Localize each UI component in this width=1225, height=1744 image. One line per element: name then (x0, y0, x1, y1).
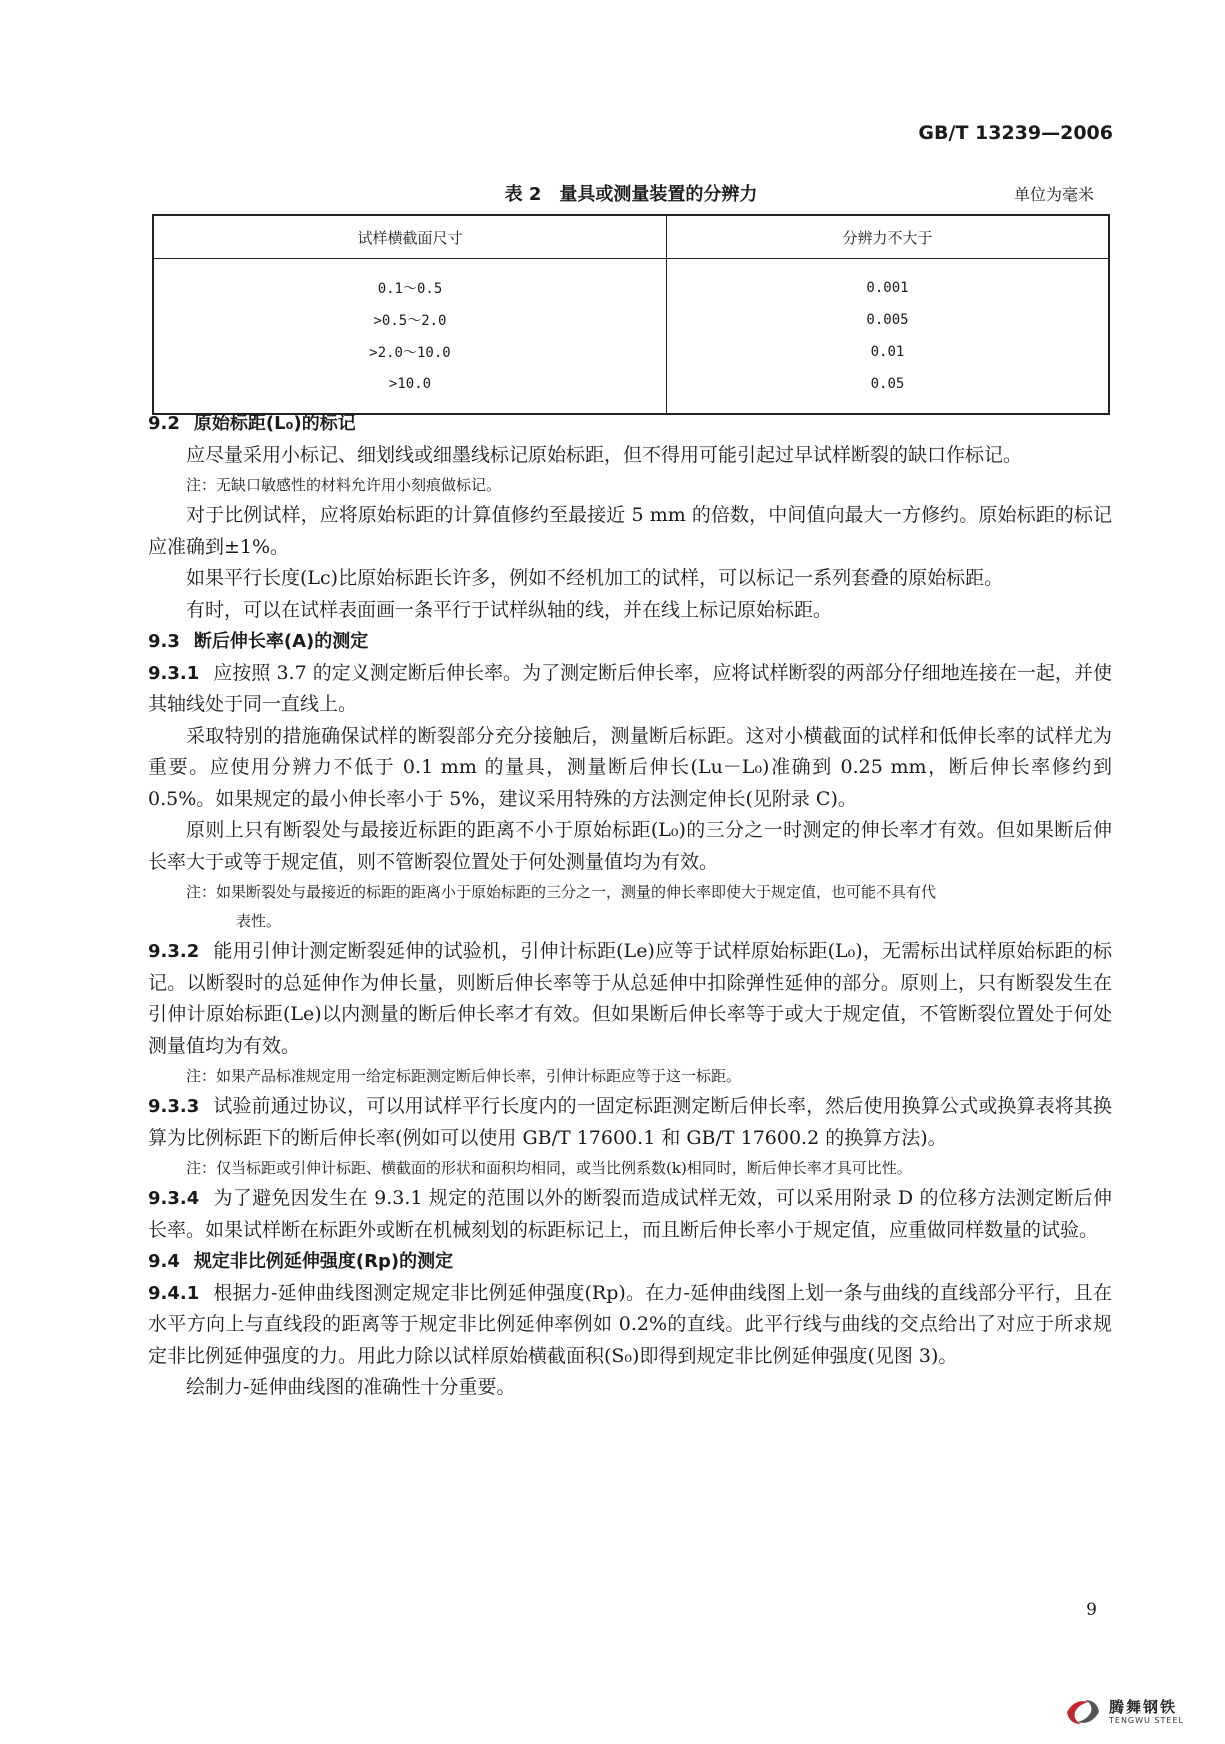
note: 注：仅当标距或引伸计标距、横截面的形状和面积均相同，或当比例系数(k)相同时，断后伸长率才具可比性。 (186, 1159, 912, 1177)
clause-9-3-4 (148, 1183, 1112, 1246)
logo-mark-icon (1063, 1694, 1103, 1730)
section-title: 断后伸长率(A)的测定 (193, 631, 369, 652)
column-header-size: 试样横截面尺寸 (153, 215, 666, 259)
clause-9-4-1 (148, 1278, 1112, 1373)
section-title: 原始标距(L₀)的标记 (193, 413, 356, 434)
section-heading-9-3 (148, 626, 1112, 658)
table-header-row (153, 215, 1109, 259)
logo-english-text: TENGWU STEEL (1109, 1716, 1184, 1725)
section-heading-9-4 (148, 1246, 1112, 1278)
clause-number: 9.3.2 (148, 941, 200, 962)
clause-number: 9.3.4 (148, 1188, 200, 1209)
paragraph: 采取特别的措施确保试样的断裂部分充分接触后，测量断后标距。这对小横截面的试样和低伸长率的试样尤为重要。应使用分辨力不低于 0.1 mm 的量具，测量断后伸长(Lu－L₀)准确到 0.25 mm，断后伸长率修约到 0.5%。如果规定的最小伸长率小于 5%，建议采用特殊的方法测定伸长(见附录 C)。 (148, 724, 1112, 810)
paragraph: 绘制力-延伸曲线图的准确性十分重要。 (186, 1376, 516, 1398)
clause-text: 能用引伸计测定断裂延伸的试验机，引伸计标距(Le)应等于试样原始标距(L₀)，无需标出试样原始标距的标记。以断裂时的总延伸作为伸长量，则断后伸长率等于从总延伸中扣除弹性延伸的部分。原则上，只有断裂发生在引伸计原始标距(Le)以内测量的断后伸长率才有效。但如果断后伸长率等于或大于规定值，不管断裂位置处于何处测量值均为有效。 (148, 940, 1112, 1057)
table-cell: >10.0 (388, 376, 432, 392)
table-cell: >0.5～2.0 (373, 313, 447, 329)
section-number: 9.3 (148, 631, 180, 652)
logo-chinese-text: 腾舞钢铁 (1109, 1698, 1178, 1716)
table-row (153, 304, 1109, 336)
note: 注：如果产品标准规定用一给定标距测定断后伸长率，引伸计标距应等于这一标距。 (186, 1067, 742, 1085)
clause-number: 9.3.1 (148, 662, 200, 684)
note (148, 878, 1112, 936)
table-row (153, 259, 1109, 305)
section-heading-9-2 (148, 408, 1112, 440)
clause-number: 9.3.3 (148, 1096, 200, 1117)
column-header-resolution: 分辨力不大于 (666, 215, 1109, 259)
section-title: 规定非比例延伸强度(Rp)的测定 (193, 1251, 454, 1272)
paragraph: 应尽量采用小标记、细划线或细墨线标记原始标距，但不得用可能引起过早试样断裂的缺口作标记。 (186, 443, 1023, 466)
clause-text: 应按照 3.7 的定义测定断后伸长率。为了测定断后伸长率，应将试样断裂的两部分仔细地连接在一起，并使其轴线处于同一直线上。 (148, 661, 1112, 715)
clause-number: 9.4.1 (148, 1282, 200, 1304)
note-text-continued: 表性。 (236, 912, 282, 930)
table-cell: >2.0～10.0 (369, 345, 451, 361)
section-number: 9.4 (148, 1251, 180, 1272)
clause-text: 根据力-延伸曲线图测定规定非比例延伸强度(Rp)。在力-延伸曲线图上划一条与曲线的直线部分平行，且在水平方向上与直线段的距离等于规定非比例延伸率例如 0.2%的直线。此平行线与曲线的交点给出了对应于所求规定非比例延伸强度的力。用此力除以试样原始横截面积(S₀)即得到规定非比例延伸强度(见图 3)。 (148, 1281, 1112, 1367)
table-cell: 0.1～0.5 (377, 281, 443, 297)
section-number: 9.2 (148, 413, 180, 434)
paragraph: 原则上只有断裂处与最接近标距的距离不小于原始标距(L₀)的三分之一时测定的伸长率才有效。但如果断后伸长率大于或等于规定值，则不管断裂位置处于何处测量值均为有效。 (148, 819, 1112, 873)
clause-9-3-3 (148, 1091, 1112, 1154)
table-cell: 0.01 (666, 336, 1109, 368)
page-number: 9 (1086, 1600, 1097, 1620)
standard-number: GB/T 13239—2006 (918, 122, 1113, 144)
table-title: 表 2 量具或测量装置的分辨力 (504, 184, 758, 205)
note-text: 注：如果断裂处与最接近的标距的距离小于原始标距的三分之一，测量的伸长率即使大于规定值，也可能不具有代 (186, 883, 937, 901)
clause-text: 试验前通过协议，可以用试样平行长度内的一固定标距测定断后伸长率，然后使用换算公式或换算表将其换算为比例标距下的断后伸长率(例如可以使用 GB/T 17600.1 和 GB/T 17600.2 的换算方法)。 (148, 1095, 1112, 1149)
table-cell: 0.001 (666, 259, 1109, 305)
table-caption (150, 180, 1112, 208)
body-content (148, 408, 1112, 1404)
table-cell: 0.005 (666, 304, 1109, 336)
table-row (153, 336, 1109, 368)
clause-text: 为了避免因发生在 9.3.1 规定的范围以外的断裂而造成试样无效，可以采用附录 D 的位移方法测定断后伸长率。如果试样断在标距外或断在机械刻划的标距标记上，而且断后伸长率小于规定值，应重做同样数量的试验。 (148, 1187, 1112, 1241)
note: 注：无缺口敏感性的材料允许用小刻痕做标记。 (186, 476, 502, 494)
clause-9-3-1 (148, 658, 1112, 721)
paragraph: 有时，可以在试样表面画一条平行于试样纵轴的线，并在线上标记原始标距。 (186, 598, 833, 621)
clause-9-3-2 (148, 936, 1112, 1062)
company-logo (1063, 1694, 1203, 1732)
table-cell: 0.05 (666, 368, 1109, 414)
paragraph: 如果平行长度(Lc)比原始标距长许多，例如不经机加工的试样，可以标记一系列套叠的原始标距。 (186, 567, 1004, 589)
paragraph: 对于比例试样，应将原始标距的计算值修约至最接近 5 mm 的倍数，中间值向最大一方修约。原始标距的标记应准确到±1%。 (148, 504, 1112, 558)
resolution-table (152, 214, 1110, 415)
table-unit: 单位为毫米 (1013, 185, 1094, 204)
